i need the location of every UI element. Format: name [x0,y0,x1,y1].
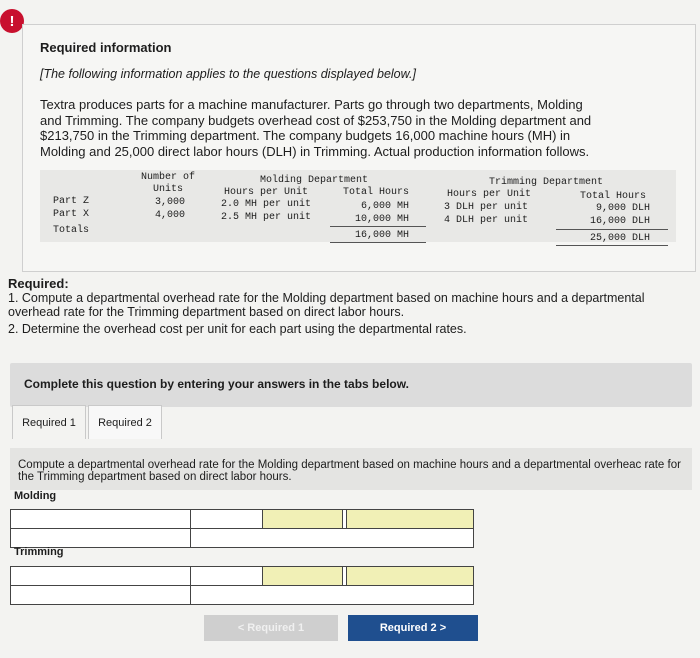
trimming-double-rule [556,245,668,246]
row-label: Part Z [53,196,90,207]
trimming-header: Trimming Department [489,177,604,188]
trimming-divider [190,566,264,586]
required-item-2: 2. Determine the overhead cost per unit for each part using the departmental rates. [8,322,467,336]
info-intro: Textra produces parts for a machine manufacturer. Parts go through two departments, Molding and Trimming. The company budgets overhead cost of $253,750 in the Molding department and $213,750 in the Trimming department. The company budgets 16,000 machine hours (MH) in Molding and 25,000 direct labor hours (DLH) in Trimming. Actual production information follows. [40,97,592,159]
molding-base-input[interactable] [10,528,192,548]
trimming-sum-rule [556,229,668,230]
row-units: 4,000 [155,210,186,221]
required-heading: Required: [8,276,69,291]
trimming-hpu-header: Hours per Unit [447,189,532,200]
molding-base-spacer [190,528,474,548]
complete-bar-text: Complete this question by entering your answers in the tabs below. [24,377,409,391]
molding-double-rule [330,242,426,243]
row-trimming-hpu: 4 DLH per unit [444,215,529,226]
tab-required-1[interactable]: Required 1 [12,405,86,440]
trimming-base-input[interactable] [10,585,192,605]
row-molding-hpu: 2.0 MH per unit [221,199,312,210]
trimming-denominator-input[interactable] [262,566,344,586]
row-units: 3,000 [155,197,186,208]
info-title: Required information [40,40,172,55]
trimming-base-spacer [190,585,474,605]
info-subtitle: [The following information applies to the questions displayed below.] [40,67,416,81]
row-trimming-total: 16,000 DLH [590,216,651,227]
molding-denominator-input[interactable] [262,509,344,529]
molding-total-header: Total Hours [343,187,410,198]
molding-numerator-input[interactable] [10,509,192,529]
panel-instruction: Compute a departmental overhead rate for the Molding department based on machine hours and a departmental overheac rate for the Trimming department based on direct labor hours. [18,459,681,483]
units-header-1: Number of [141,172,196,183]
alert-icon: ! [0,9,24,33]
molding-header: Molding Department [260,175,369,186]
row-label: Part X [53,209,90,220]
row-trimming-total: 9,000 DLH [596,203,651,214]
next-required-button[interactable]: Required 2 > [348,615,478,641]
totals-label: Totals [53,225,90,236]
molding-hpu-header: Hours per Unit [224,187,309,198]
tab-required-2[interactable]: Required 2 [88,405,162,441]
molding-rate-input[interactable] [346,509,474,529]
molding-sum-rule [330,226,426,227]
complete-bar [10,363,692,407]
molding-grand-total: 16,000 MH [355,230,410,241]
row-molding-hpu: 2.5 MH per unit [221,212,312,223]
trimming-rate-input[interactable] [346,566,474,586]
molding-divider [190,509,264,529]
molding-label: Molding [14,490,57,502]
prev-required-button[interactable]: < Required 1 [204,615,338,641]
row-molding-total: 6,000 MH [361,201,410,212]
row-molding-total: 10,000 MH [355,214,410,225]
trimming-total-header: Total Hours [580,191,647,202]
trimming-label: Trimming [14,546,64,558]
row-trimming-hpu: 3 DLH per unit [444,202,529,213]
units-header-2: Units [153,184,184,195]
trimming-numerator-input[interactable] [10,566,192,586]
required-item-1: 1. Compute a departmental overhead rate for the Molding department based on machine hours and a departmental overhead rate for the Trimming department based on direct labor hours. [8,291,645,319]
trimming-grand-total: 25,000 DLH [590,233,651,244]
